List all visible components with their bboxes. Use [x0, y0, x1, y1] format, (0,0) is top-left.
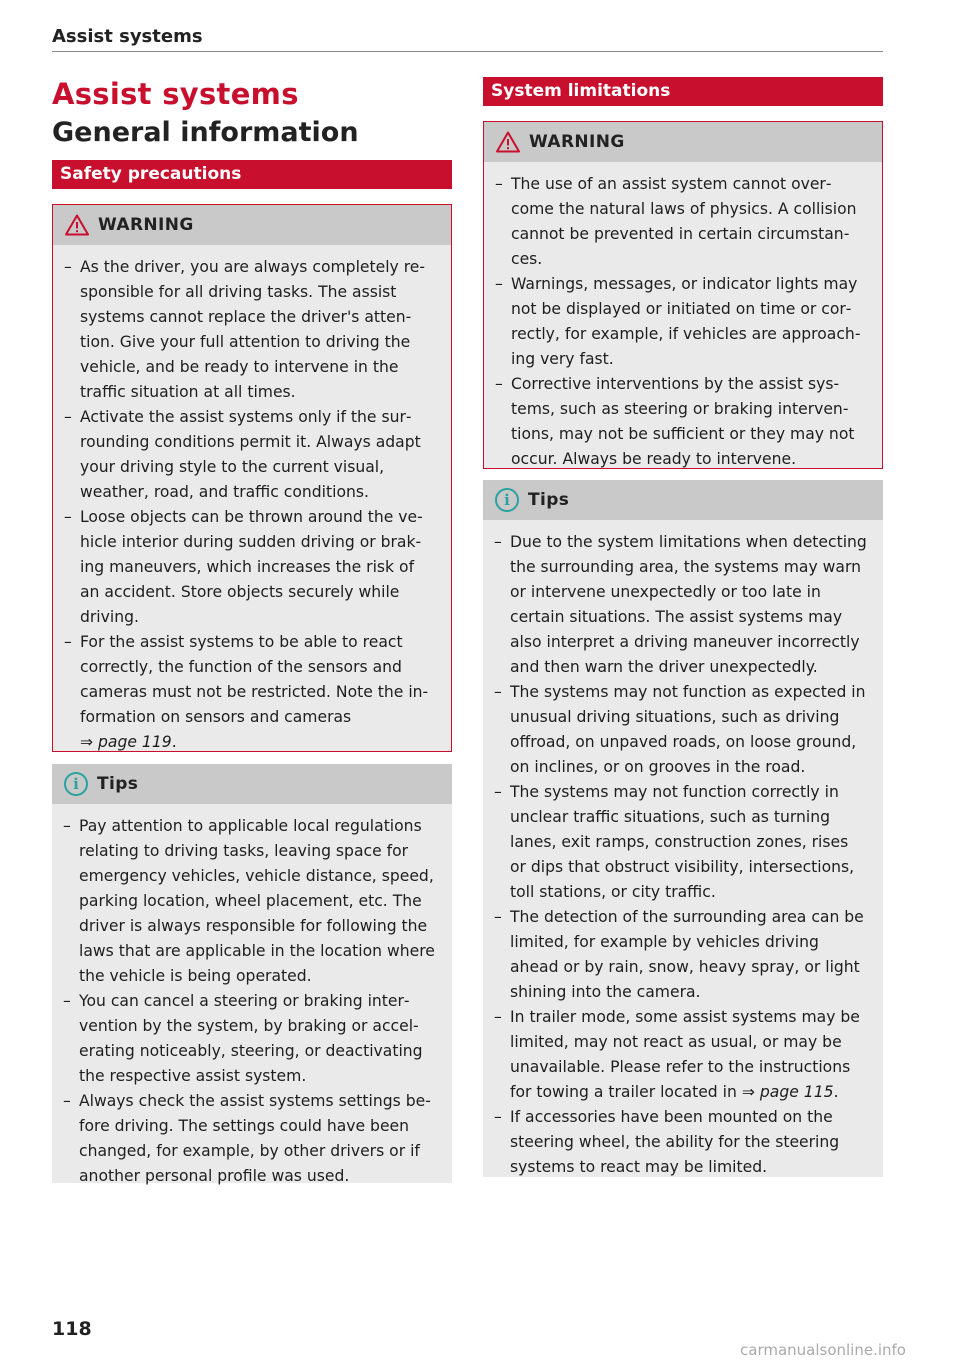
warning-box [52, 204, 452, 752]
warning-label: WARNING [529, 132, 625, 152]
list-item: – The systems may not function correctly in unclear traffic situations, such as turning lanes, exit ramps, construction zones, rises or dips that obstruct visibility, intersections, toll stations, or city traffic. [494, 780, 869, 905]
list-item [494, 1005, 869, 1105]
warning-list [484, 162, 882, 478]
list-item: – Due to the system limitations when detecting the surrounding area, the systems may warn or intervene unexpectedly or too late in certain situations. The assist systems may also interpret a driving maneuver incorrectly and then warn the driver unexpectedly. [494, 530, 869, 680]
watermark: carmanualsonline.info [740, 1341, 906, 1359]
list-item-text: For the assist systems to be able to react correctly, the function of the sensors and cameras must not be restricted. Note the information on sensors and cameras [80, 633, 429, 726]
list-item: – Pay attention to applicable local regulations relating to driving tasks, leaving space for emergency vehicles, vehicle distance, speed, parking location, wheel placement, etc. The driver is always responsible for following the laws that are applicable in the location where the vehicle is being operated. [63, 814, 438, 989]
tips-box-header [483, 480, 883, 520]
info-icon: i [495, 488, 519, 512]
list-item: – The detection of the surrounding area can be limited, for example by vehicles driving ahead or by rain, snow, heavy spray, or light shining into the camera. [494, 905, 869, 1005]
tips-list [483, 520, 883, 1186]
list-item: – Corrective interventions by the assist systems, such as steering or braking interventions, may not be sufficient or they may not occur. Always be ready to intervene. [495, 372, 868, 472]
list-item: – Always check the assist systems settings before driving. The settings could have been changed, for example, by other drivers or if another personal profile was used. [63, 1089, 438, 1189]
list-item-end: . [171, 733, 177, 751]
list-item: – Activate the assist systems only if the surrounding conditions permit it. Always adapt your driving style to the current visual, weather, road, and traffic conditions. [64, 405, 437, 505]
list-item: – Loose objects can be thrown around the vehicle interior during sudden driving or braking maneuvers, which increases the risk of an accident. Store objects securely while driving. [64, 505, 437, 630]
list-item: – Warnings, messages, or indicator lights may not be displayed or initiated on time or correctly, for example, if vehicles are approaching very fast. [495, 272, 868, 372]
list-item-text: In trailer mode, some assist systems may be limited, may not react as usual, or may be unavailable. Please refer to the instructions for towing a trailer located in [510, 1008, 860, 1101]
warning-label: WARNING [98, 215, 194, 235]
system-limitations-bar: System limitations [483, 77, 883, 106]
tips-box [483, 480, 883, 1177]
safety-precautions-bar: Safety precautions [52, 160, 452, 189]
chapter-title: Assist systems [52, 77, 299, 111]
tips-label: Tips [97, 774, 139, 794]
warning-list [53, 245, 451, 761]
list-item: – The systems may not function as expected in unusual driving situations, such as driving offroad, on unpaved roads, on loose ground, on inclines, or on grooves in the road. [494, 680, 869, 780]
tips-label: Tips [528, 490, 570, 510]
warning-box [483, 121, 883, 469]
tips-box-header [52, 764, 452, 804]
section-title: General information [52, 117, 359, 148]
warning-triangle-icon [65, 214, 89, 236]
warning-box-header [484, 122, 882, 162]
page-number: 118 [52, 1318, 92, 1340]
list-item: – As the driver, you are always completely responsible for all driving tasks. The assist systems cannot replace the driver's attention. Give your full attention to driving the vehicle, and be ready to intervene in the traffic situation at all times. [64, 255, 437, 405]
warning-box-header [53, 205, 451, 245]
header-rule [52, 51, 883, 52]
list-item: – The use of an assist system cannot overcome the natural laws of physics. A collision cannot be prevented in certain circumstances. [495, 172, 868, 272]
tips-list [52, 804, 452, 1195]
list-item [64, 630, 437, 755]
list-item: – If accessories have been mounted on the steering wheel, the ability for the steering systems to react may be limited. [494, 1105, 869, 1180]
list-item: – You can cancel a steering or braking intervention by the system, by braking or accelerating noticeably, steering, or deactivating the respective assist system. [63, 989, 438, 1089]
warning-triangle-icon [496, 131, 520, 153]
page-reference-link[interactable]: ⇒ page 119 [80, 733, 172, 751]
info-icon: i [64, 772, 88, 796]
running-head: Assist systems [52, 26, 203, 47]
tips-box [52, 764, 452, 1183]
page-reference-link[interactable]: ⇒ page 115 [741, 1083, 834, 1101]
list-item-end: . [833, 1083, 839, 1101]
